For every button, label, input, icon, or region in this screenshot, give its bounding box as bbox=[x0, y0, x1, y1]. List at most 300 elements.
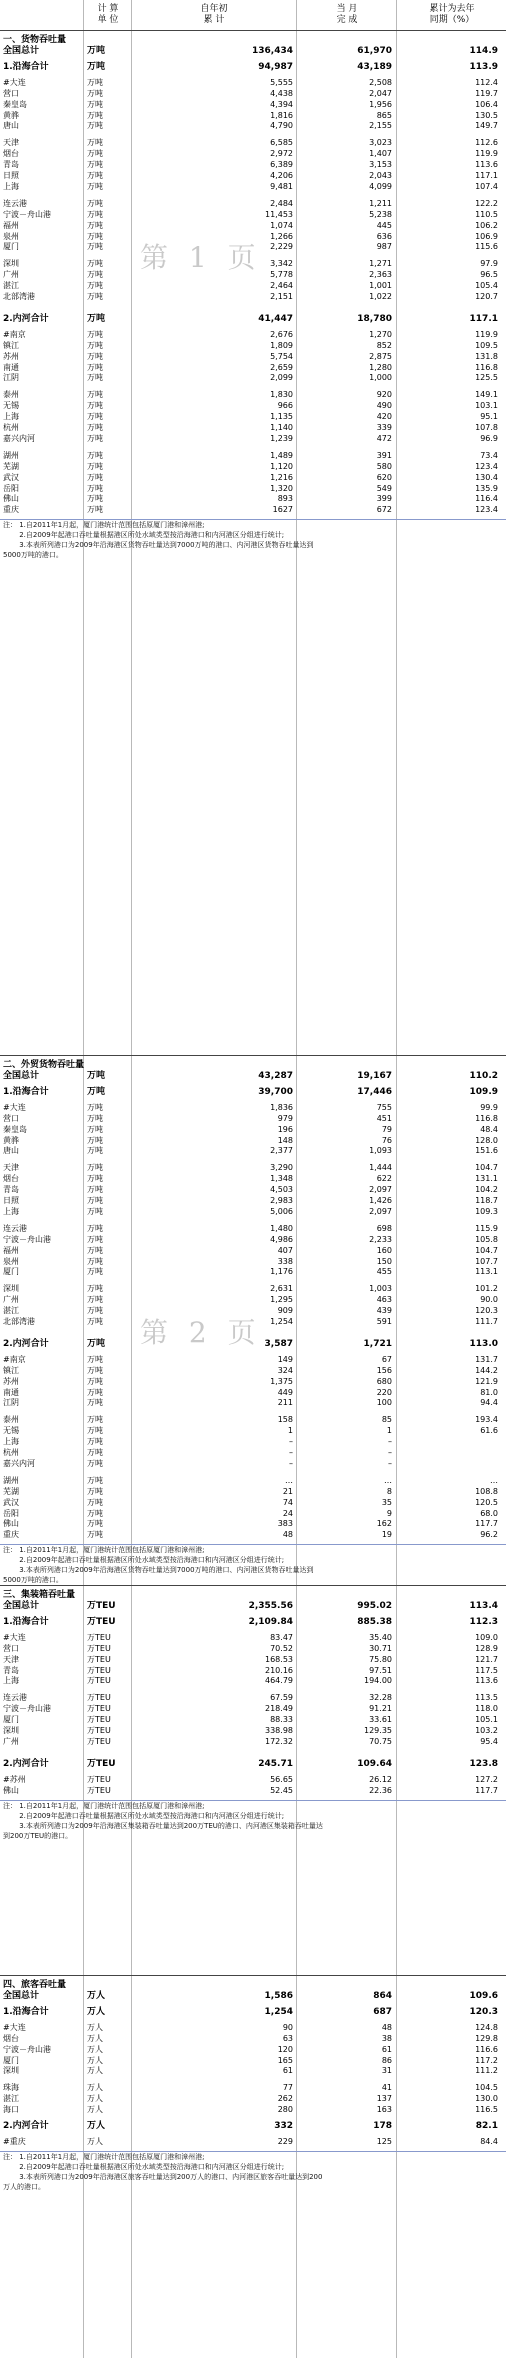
yoy-percent: 96.5 bbox=[480, 270, 498, 280]
table-row bbox=[0, 1786, 506, 1796]
ytd-total: – bbox=[289, 1458, 293, 1468]
footnote: 注： 1.自2011年1月起，厦门港统计范围包括原厦门港和漳州港; bbox=[3, 521, 205, 530]
unit: 万吨 bbox=[87, 340, 103, 350]
yoy-percent: 68.0 bbox=[480, 1508, 498, 1518]
port-name: 烟台 bbox=[3, 2033, 19, 2043]
ytd-total: 1,480 bbox=[270, 1223, 293, 1233]
ytd-total: 229 bbox=[277, 2136, 293, 2146]
unit: 万吨 bbox=[87, 46, 106, 56]
unit: 万人 bbox=[87, 2121, 106, 2131]
table-row bbox=[0, 1726, 506, 1736]
ytd-total: 966 bbox=[277, 401, 293, 411]
ytd-total: 9,481 bbox=[270, 181, 293, 191]
port-name: 杭州 bbox=[3, 423, 19, 432]
ytd-total: 449 bbox=[277, 1387, 293, 1397]
table-row bbox=[0, 1601, 506, 1611]
unit: 万吨 bbox=[87, 505, 103, 515]
month-total: 43,189 bbox=[357, 61, 392, 72]
page-watermark: 第 1 页 bbox=[140, 241, 262, 274]
table-row bbox=[0, 1617, 506, 1627]
yoy-percent: 116.5 bbox=[475, 2105, 498, 2115]
ytd-total: 464.79 bbox=[265, 1676, 293, 1686]
unit: 万吨 bbox=[87, 1267, 103, 1277]
port-name: 杭州 bbox=[3, 1448, 19, 1457]
yoy-percent: 113.1 bbox=[475, 1267, 498, 1277]
month-total: 1,001 bbox=[369, 281, 392, 291]
yoy-percent: 115.6 bbox=[475, 242, 498, 252]
month-total: 100 bbox=[376, 1398, 392, 1408]
unit: 万吨 bbox=[87, 313, 106, 324]
unit: 万吨 bbox=[87, 220, 103, 230]
port-name: 上海 bbox=[3, 1676, 19, 1686]
yoy-percent: 84.4 bbox=[480, 2136, 498, 2146]
table-row bbox=[0, 1114, 506, 1124]
month-total: 30.71 bbox=[369, 1643, 392, 1653]
unit: 万吨 bbox=[87, 1234, 103, 1244]
yoy-percent: 123.8 bbox=[469, 1758, 498, 1769]
unit: 万吨 bbox=[87, 1174, 103, 1184]
yoy-percent: 119.9 bbox=[475, 149, 498, 159]
footnote: 3.本表所列港口为2009年沿海港区集装箱吞吐量达到200万TEU的港口、内河港区集装箱吞吐量达 bbox=[3, 1821, 323, 1830]
table-row bbox=[0, 149, 506, 159]
port-name: 营口 bbox=[3, 1643, 19, 1653]
table-row bbox=[0, 1071, 506, 1081]
port-name: 南通 bbox=[3, 1387, 19, 1397]
month-total: 1,280 bbox=[369, 362, 392, 372]
unit: 万吨 bbox=[87, 149, 103, 159]
table-row bbox=[0, 2056, 506, 2066]
footnote: 注： 1.自2011年1月起，厦门港统计范围包括原厦门港和漳州港; bbox=[3, 1801, 205, 1810]
table-row bbox=[0, 1267, 506, 1277]
yoy-percent: 120.3 bbox=[469, 2006, 498, 2017]
yoy-percent: 104.5 bbox=[475, 2083, 498, 2093]
ytd-total: 74 bbox=[282, 1497, 293, 1507]
ytd-total: 2,151 bbox=[270, 292, 293, 301]
table-row bbox=[0, 1087, 506, 1097]
ytd-total: 1,135 bbox=[270, 412, 293, 422]
ytd-total: 324 bbox=[277, 1365, 293, 1375]
unit: 万TEU bbox=[87, 1774, 111, 1784]
ytd-total: 120 bbox=[277, 2044, 293, 2054]
ytd-total: – bbox=[289, 1448, 293, 1457]
ytd-total: 70.52 bbox=[270, 1643, 293, 1653]
yoy-percent: 105.8 bbox=[475, 1234, 498, 1244]
table-row bbox=[0, 1509, 506, 1519]
unit: 万吨 bbox=[87, 390, 103, 400]
unit: 万吨 bbox=[87, 1086, 106, 1097]
port-name: 湛江 bbox=[3, 1306, 19, 1316]
month-total: 672 bbox=[376, 505, 392, 515]
table-row bbox=[0, 199, 506, 209]
ytd-total: 2,676 bbox=[270, 329, 293, 339]
unit: 万吨 bbox=[87, 1196, 103, 1205]
month-total: 2,097 bbox=[369, 1206, 392, 1216]
yoy-percent: 130.4 bbox=[475, 472, 498, 482]
table-row bbox=[0, 89, 506, 99]
ytd-total: 6,389 bbox=[270, 160, 293, 170]
unit: 万TEU bbox=[87, 1654, 111, 1664]
month-total: 2,047 bbox=[369, 88, 392, 98]
table-row bbox=[0, 2045, 506, 2055]
yoy-percent: 113.6 bbox=[475, 160, 498, 170]
ytd-total: 383 bbox=[277, 1519, 293, 1529]
yoy-percent: 120.3 bbox=[475, 1306, 498, 1316]
yoy-percent: 117.7 bbox=[475, 1785, 498, 1795]
month-total: 9 bbox=[386, 1508, 392, 1518]
port-name: 深圳 bbox=[3, 1284, 19, 1294]
ytd-total: 52.45 bbox=[270, 1785, 293, 1795]
table-row bbox=[0, 160, 506, 170]
port-name: 2.内河合计 bbox=[3, 1758, 49, 1769]
month-total: 1,407 bbox=[369, 149, 392, 159]
port-name: 连云港 bbox=[3, 1223, 27, 1233]
port-name: 日照 bbox=[3, 1196, 19, 1205]
port-name: 福州 bbox=[3, 220, 19, 230]
yoy-percent: 105.4 bbox=[475, 281, 498, 291]
port-name: 岳阳 bbox=[3, 1508, 19, 1518]
ytd-total: 2,229 bbox=[270, 242, 293, 252]
month-total: 1,444 bbox=[369, 1163, 392, 1173]
yoy-percent: 94.4 bbox=[480, 1398, 498, 1408]
section-title: 二、外贸货物吞吐量 bbox=[3, 1060, 85, 1070]
ytd-total: 4,438 bbox=[270, 88, 293, 98]
port-name: 无锡 bbox=[3, 401, 19, 411]
yoy-percent: 110.2 bbox=[469, 1071, 498, 1081]
unit: 万吨 bbox=[87, 138, 103, 148]
port-name: 黄骅 bbox=[3, 1135, 19, 1145]
header-unit-1: 计 算 bbox=[97, 4, 119, 14]
month-total: 22.36 bbox=[369, 1785, 392, 1795]
port-name: 江阴 bbox=[3, 1398, 19, 1408]
port-name: 2.内河合计 bbox=[3, 2121, 49, 2131]
unit: 万吨 bbox=[87, 1415, 103, 1425]
yoy-percent: 109.6 bbox=[469, 1991, 498, 2001]
yoy-percent: 131.7 bbox=[475, 1354, 498, 1364]
unit: 万吨 bbox=[87, 362, 103, 372]
month-total: 79 bbox=[381, 1124, 392, 1134]
table-row bbox=[0, 2105, 506, 2115]
ytd-total: 2,355.56 bbox=[248, 1601, 293, 1611]
table-row bbox=[0, 1633, 506, 1643]
month-total: 97.51 bbox=[369, 1665, 392, 1675]
unit: 万吨 bbox=[87, 401, 103, 411]
yoy-percent: 96.2 bbox=[480, 1530, 498, 1540]
ytd-total: 56.65 bbox=[270, 1774, 293, 1784]
month-total: 19 bbox=[381, 1530, 392, 1540]
table-row bbox=[0, 1448, 506, 1458]
yoy-percent: 117.7 bbox=[475, 1519, 498, 1529]
month-total: 995.02 bbox=[357, 1601, 392, 1611]
yoy-percent: 116.8 bbox=[475, 1113, 498, 1123]
ytd-total: 332 bbox=[274, 2121, 293, 2131]
ytd-total: 6,585 bbox=[270, 138, 293, 148]
port-name: 嘉兴内河 bbox=[3, 1458, 35, 1468]
ytd-total: 5,778 bbox=[270, 270, 293, 280]
month-total: 620 bbox=[376, 472, 392, 482]
ytd-total: 4,206 bbox=[270, 171, 293, 180]
port-name: 泰州 bbox=[3, 1415, 19, 1425]
yoy-percent: 106.4 bbox=[475, 99, 498, 109]
ytd-total: 77 bbox=[282, 2083, 293, 2093]
port-name: 深圳 bbox=[3, 259, 19, 269]
footnote: 3.本表所列港口为2009年沿海港区货物吞吐量达到7000万吨的港口、内河港区货物吞吐量达到 bbox=[3, 541, 314, 550]
table-row bbox=[0, 1676, 506, 1686]
ytd-total: 1,375 bbox=[270, 1376, 293, 1386]
unit: 万吨 bbox=[87, 1317, 103, 1326]
table-section bbox=[0, 1055, 506, 1586]
table-section bbox=[0, 1585, 506, 1976]
ytd-total: 148 bbox=[277, 1135, 293, 1145]
yoy-percent: 61.6 bbox=[480, 1426, 498, 1436]
month-total: 137 bbox=[376, 2094, 392, 2104]
port-name: #大连 bbox=[3, 77, 26, 87]
port-name: 北部湾港 bbox=[3, 292, 35, 301]
table-row bbox=[0, 1295, 506, 1305]
port-name: 广州 bbox=[3, 270, 19, 280]
ytd-total: 1,140 bbox=[270, 423, 293, 432]
table-row bbox=[0, 1207, 506, 1217]
port-name: 重庆 bbox=[3, 1530, 19, 1540]
month-total: 687 bbox=[373, 2006, 392, 2017]
unit: 万吨 bbox=[87, 1124, 103, 1134]
month-total: 150 bbox=[376, 1256, 392, 1266]
yoy-percent: 120.5 bbox=[475, 1497, 498, 1507]
unit: 万吨 bbox=[87, 181, 103, 191]
unit: 万吨 bbox=[87, 61, 106, 72]
unit: 万吨 bbox=[87, 231, 103, 241]
port-name: 武汉 bbox=[3, 1497, 19, 1507]
yoy-percent: 113.4 bbox=[469, 1601, 498, 1611]
yoy-percent: 119.9 bbox=[475, 329, 498, 339]
unit: 万吨 bbox=[87, 1295, 103, 1305]
table-row bbox=[0, 1257, 506, 1267]
ytd-total: 1,216 bbox=[270, 472, 293, 482]
table-row bbox=[0, 1146, 506, 1156]
table-row bbox=[0, 1459, 506, 1469]
month-total: 591 bbox=[376, 1317, 392, 1326]
table-row bbox=[0, 1284, 506, 1294]
footnote: 2.自2009年起港口吞吐量根据港区所处水域类型按沿海港口和内河港区分组进行统计; bbox=[3, 1556, 285, 1565]
month-total: 420 bbox=[376, 412, 392, 422]
port-name: 2.内河合计 bbox=[3, 1338, 49, 1349]
ytd-total: 4,986 bbox=[270, 1234, 293, 1244]
ytd-total: 136,434 bbox=[252, 46, 293, 56]
yoy-percent: 106.2 bbox=[475, 220, 498, 230]
table-row bbox=[0, 1759, 506, 1769]
yoy-percent: 135.9 bbox=[475, 483, 498, 493]
ytd-total: 338.98 bbox=[265, 1726, 293, 1735]
table-row bbox=[0, 1704, 506, 1714]
ytd-total: 3,342 bbox=[270, 259, 293, 269]
month-total: 41 bbox=[381, 2083, 392, 2093]
port-name: 福州 bbox=[3, 1245, 19, 1255]
port-name: 镇江 bbox=[3, 1365, 19, 1375]
month-total: 885.38 bbox=[357, 1616, 392, 1627]
table-row bbox=[0, 138, 506, 148]
header-yoy-2: 同期（%） bbox=[429, 15, 475, 25]
table-row bbox=[0, 412, 506, 422]
unit: 万TEU bbox=[87, 1665, 111, 1675]
yoy-percent: 123.4 bbox=[475, 505, 498, 515]
table-row bbox=[0, 462, 506, 472]
table-row bbox=[0, 1196, 506, 1206]
table-row bbox=[0, 1388, 506, 1398]
month-total: 17,446 bbox=[357, 1086, 392, 1097]
month-total: 48 bbox=[381, 2022, 392, 2032]
port-name: 泉州 bbox=[3, 1256, 19, 1266]
port-name: 宁波－舟山港 bbox=[3, 2044, 51, 2054]
ytd-total: 1627 bbox=[272, 505, 293, 515]
unit: 万吨 bbox=[87, 1284, 103, 1294]
ytd-total: 245.71 bbox=[258, 1758, 293, 1769]
yoy-percent: 73.4 bbox=[480, 450, 498, 460]
yoy-percent: 128.0 bbox=[475, 1135, 498, 1145]
footnote: 3.本表所列港口为2009年沿海港区旅客吞吐量达到200万人的港口、内河港区旅客吞吐量达到200 bbox=[3, 2172, 323, 2181]
ytd-total: 2,659 bbox=[270, 362, 293, 372]
yoy-percent: 95.1 bbox=[480, 412, 498, 422]
port-name: 重庆 bbox=[3, 505, 19, 515]
port-name: 泉州 bbox=[3, 231, 19, 241]
month-total: 698 bbox=[376, 1223, 392, 1233]
month-total: 455 bbox=[376, 1267, 392, 1277]
yoy-percent: 105.1 bbox=[475, 1715, 498, 1725]
month-total: 178 bbox=[373, 2121, 392, 2131]
yoy-percent: 117.2 bbox=[475, 2055, 498, 2065]
ytd-total: 149 bbox=[277, 1354, 293, 1364]
yoy-percent: 111.7 bbox=[475, 1317, 498, 1326]
ytd-total: 2,099 bbox=[270, 373, 293, 383]
port-name: 宁波－舟山港 bbox=[3, 1234, 51, 1244]
port-name: 天津 bbox=[3, 1654, 19, 1664]
port-name: 佛山 bbox=[3, 494, 19, 504]
table-row bbox=[0, 401, 506, 411]
month-total: 2,097 bbox=[369, 1185, 392, 1195]
ytd-total: 2,464 bbox=[270, 281, 293, 291]
yoy-percent: 120.7 bbox=[475, 292, 498, 301]
port-name: 江阴 bbox=[3, 373, 19, 383]
unit: 万吨 bbox=[87, 171, 103, 180]
notes-divider bbox=[0, 1800, 506, 1801]
yoy-percent: 123.4 bbox=[475, 461, 498, 471]
ytd-total: 1,074 bbox=[270, 220, 293, 230]
unit: 万TEU bbox=[87, 1715, 111, 1725]
port-name: 连云港 bbox=[3, 1693, 27, 1703]
month-total: – bbox=[388, 1458, 392, 1468]
port-name: 1.沿海合计 bbox=[3, 1616, 49, 1627]
month-total: – bbox=[388, 1448, 392, 1457]
yoy-percent: 107.8 bbox=[475, 423, 498, 432]
unit: 万吨 bbox=[87, 99, 103, 109]
ytd-total: 61 bbox=[282, 2066, 293, 2076]
month-total: 1,271 bbox=[369, 259, 392, 269]
port-name: #苏州 bbox=[3, 1774, 26, 1784]
yoy-percent: 122.2 bbox=[475, 198, 498, 208]
table-section bbox=[0, 30, 506, 1056]
ytd-total: 2,972 bbox=[270, 149, 293, 159]
unit: 万吨 bbox=[87, 242, 103, 252]
ytd-total: 1,809 bbox=[270, 340, 293, 350]
unit: 万吨 bbox=[87, 1113, 103, 1123]
port-name: 营口 bbox=[3, 1113, 19, 1123]
ytd-total: 1,586 bbox=[264, 1991, 293, 2001]
month-total: 1 bbox=[386, 1426, 392, 1436]
unit: 万吨 bbox=[87, 450, 103, 460]
table-row bbox=[0, 171, 506, 181]
port-name: 天津 bbox=[3, 138, 19, 148]
footnote: 5000万吨的港口。 bbox=[3, 1576, 63, 1585]
ytd-total: 210.16 bbox=[265, 1665, 293, 1675]
port-name: 1.沿海合计 bbox=[3, 1086, 49, 1097]
port-name: 苏州 bbox=[3, 1376, 19, 1386]
port-name: 厦门 bbox=[3, 1267, 19, 1277]
month-total: 19,167 bbox=[357, 1071, 392, 1081]
unit: 万吨 bbox=[87, 160, 103, 170]
yoy-percent: 127.2 bbox=[475, 1774, 498, 1784]
port-name: 营口 bbox=[3, 88, 19, 98]
header-month-1: 当 月 bbox=[336, 4, 358, 14]
ytd-total: 211 bbox=[277, 1398, 293, 1408]
port-name: 湖州 bbox=[3, 1475, 19, 1485]
unit: 万吨 bbox=[87, 1426, 103, 1436]
table-row bbox=[0, 434, 506, 444]
yoy-percent: 113.9 bbox=[469, 61, 498, 72]
unit: 万吨 bbox=[87, 1448, 103, 1457]
month-total: 162 bbox=[376, 1519, 392, 1529]
unit: 万人 bbox=[87, 2033, 103, 2043]
header-month-2: 完 成 bbox=[336, 15, 358, 25]
port-name: 北部湾港 bbox=[3, 1317, 35, 1326]
ytd-total: 48 bbox=[282, 1530, 293, 1540]
unit: 万吨 bbox=[87, 1071, 106, 1081]
unit: 万吨 bbox=[87, 110, 103, 120]
table-row bbox=[0, 100, 506, 110]
port-name: #大连 bbox=[3, 1102, 26, 1112]
ytd-total: 196 bbox=[277, 1124, 293, 1134]
ytd-total: 1,320 bbox=[270, 483, 293, 493]
yoy-percent: 113.6 bbox=[475, 1676, 498, 1686]
yoy-percent: 104.7 bbox=[475, 1163, 498, 1173]
section-title: 三、集装箱吞吐量 bbox=[3, 1590, 76, 1600]
unit: 万吨 bbox=[87, 1102, 103, 1112]
table-row bbox=[0, 111, 506, 121]
unit: 万吨 bbox=[87, 121, 103, 131]
month-total: 156 bbox=[376, 1365, 392, 1375]
ytd-total: 158 bbox=[277, 1415, 293, 1425]
table-row bbox=[0, 1693, 506, 1703]
unit: 万人 bbox=[87, 2055, 103, 2065]
table-row bbox=[0, 494, 506, 504]
table-row bbox=[0, 46, 506, 56]
table-row bbox=[0, 451, 506, 461]
ytd-total: 979 bbox=[277, 1113, 293, 1123]
month-total: 86 bbox=[381, 2055, 392, 2065]
ytd-total: 893 bbox=[277, 494, 293, 504]
yoy-percent: 131.1 bbox=[475, 1174, 498, 1184]
table-row bbox=[0, 1224, 506, 1234]
port-name: 全国总计 bbox=[3, 1601, 40, 1611]
yoy-percent: 118.7 bbox=[475, 1196, 498, 1205]
month-total: 622 bbox=[376, 1174, 392, 1184]
table-row bbox=[0, 1136, 506, 1146]
yoy-percent: 129.8 bbox=[475, 2033, 498, 2043]
month-total: 1,000 bbox=[369, 373, 392, 383]
table-row bbox=[0, 2121, 506, 2131]
port-name: 深圳 bbox=[3, 2066, 19, 2076]
ytd-total: 39,700 bbox=[258, 1086, 293, 1097]
yoy-percent: 106.9 bbox=[475, 231, 498, 241]
footnote: 到200万TEU的港口。 bbox=[3, 1831, 73, 1840]
month-total: 451 bbox=[376, 1113, 392, 1123]
